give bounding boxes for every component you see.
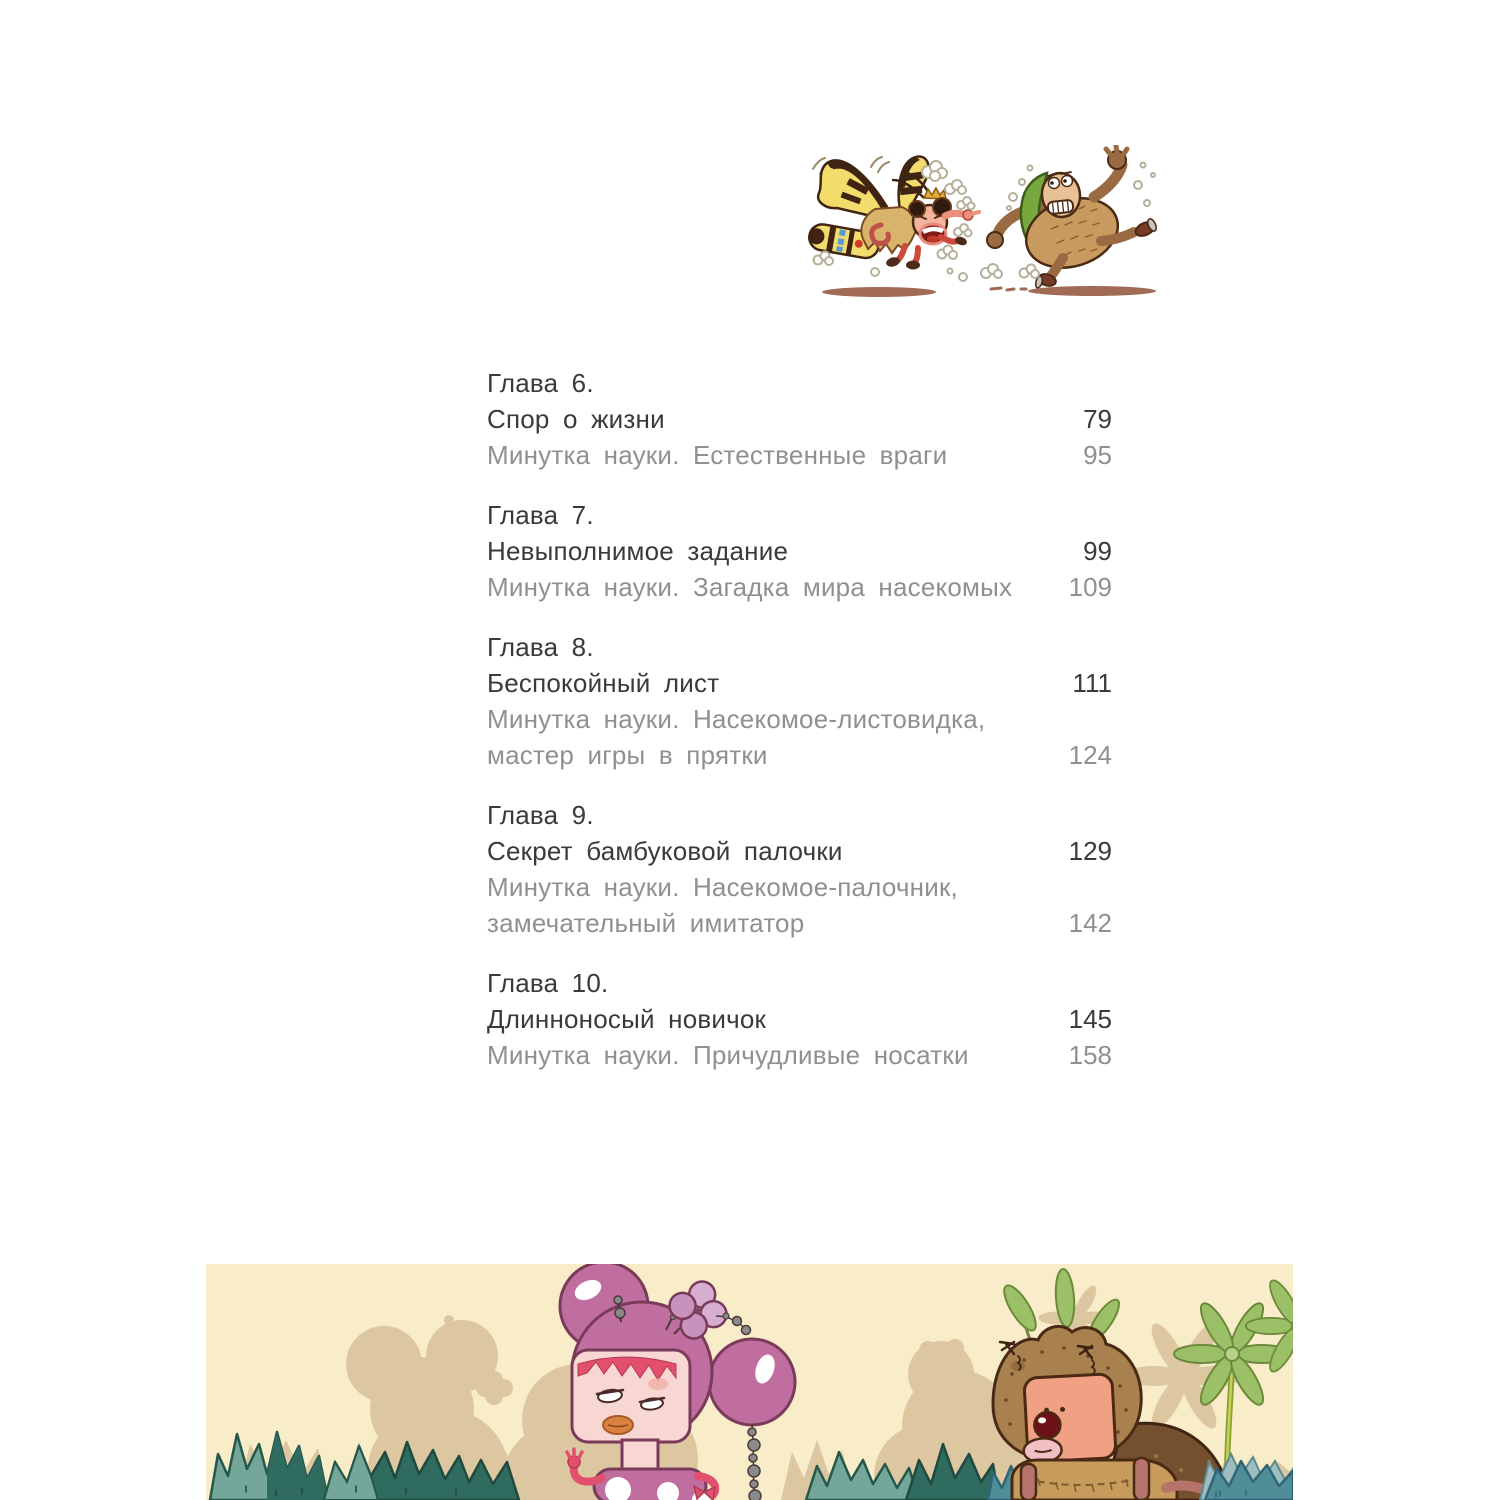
pointing-arm [945,210,979,220]
lips [603,1416,633,1434]
running-bug-character [981,146,1158,296]
chapter-label: Глава 6. [487,368,594,398]
chapter-page-number: 79 [1083,404,1112,434]
illustration-bottom-strip [206,1264,1293,1500]
chapter-title: Спор о жизни [487,404,665,434]
science-note: Минутка науки. Причудливые носатки [487,1040,969,1070]
toc-entry-chapter-10 [487,965,1112,1073]
chapter-title: Невыполнимое задание [487,536,789,566]
science-page-number: 109 [1068,572,1112,602]
chapter-title: Беспокойный лист [487,668,720,698]
science-note-line2: замечательный имитатор [487,908,805,938]
furry-body [861,207,916,253]
ground-shadow [822,287,936,297]
butterfly-character [806,157,979,297]
science-page-number: 124 [1068,740,1112,770]
chapter-title: Длинноносый новичок [487,1004,767,1034]
ground-shadow [1028,286,1156,296]
red-nose [1034,1411,1061,1438]
science-page-number: 95 [1083,440,1112,470]
toc-entry-chapter-8 [487,629,1112,773]
chapter-page-number: 99 [1083,536,1112,566]
toc-entry-chapter-9 [487,797,1112,941]
science-page-number: 142 [1068,908,1112,938]
table-of-contents [487,365,1112,1097]
toc-entry-chapter-6 [487,365,1112,473]
chapter-label: Глава 10. [487,968,609,998]
chapter-label: Глава 9. [487,800,594,830]
science-note: Минутка науки. Естественные враги [487,440,948,470]
illustration-butterfly-chase [795,145,1165,315]
chapter-label: Глава 8. [487,632,594,662]
science-note: Минутка науки. Загадка мира насекомых [487,572,1013,602]
chapter-page-number: 111 [1072,668,1112,698]
toc-entry-chapter-7 [487,497,1112,605]
science-note-line2: мастер игры в прятки [487,740,768,770]
science-page-number: 158 [1068,1040,1112,1070]
girl-face [572,1350,690,1442]
science-note: Минутка науки. Насекомое-листовидка, [487,704,986,734]
strap-right [1134,1458,1149,1500]
beetle-face [1020,1374,1116,1464]
raised-arm [1094,146,1127,197]
ear-ball-right [709,1339,795,1425]
dust-puffs-icon [981,264,1039,278]
chapter-title: Секрет бамбуковой палочки [487,836,843,866]
chapter-label: Глава 7. [487,500,594,530]
chapter-page-number: 145 [1068,1004,1112,1034]
science-note: Минутка науки. Насекомое-палочник, [487,872,958,902]
chapter-page-number: 129 [1068,836,1112,866]
strap-left [1021,1464,1036,1500]
